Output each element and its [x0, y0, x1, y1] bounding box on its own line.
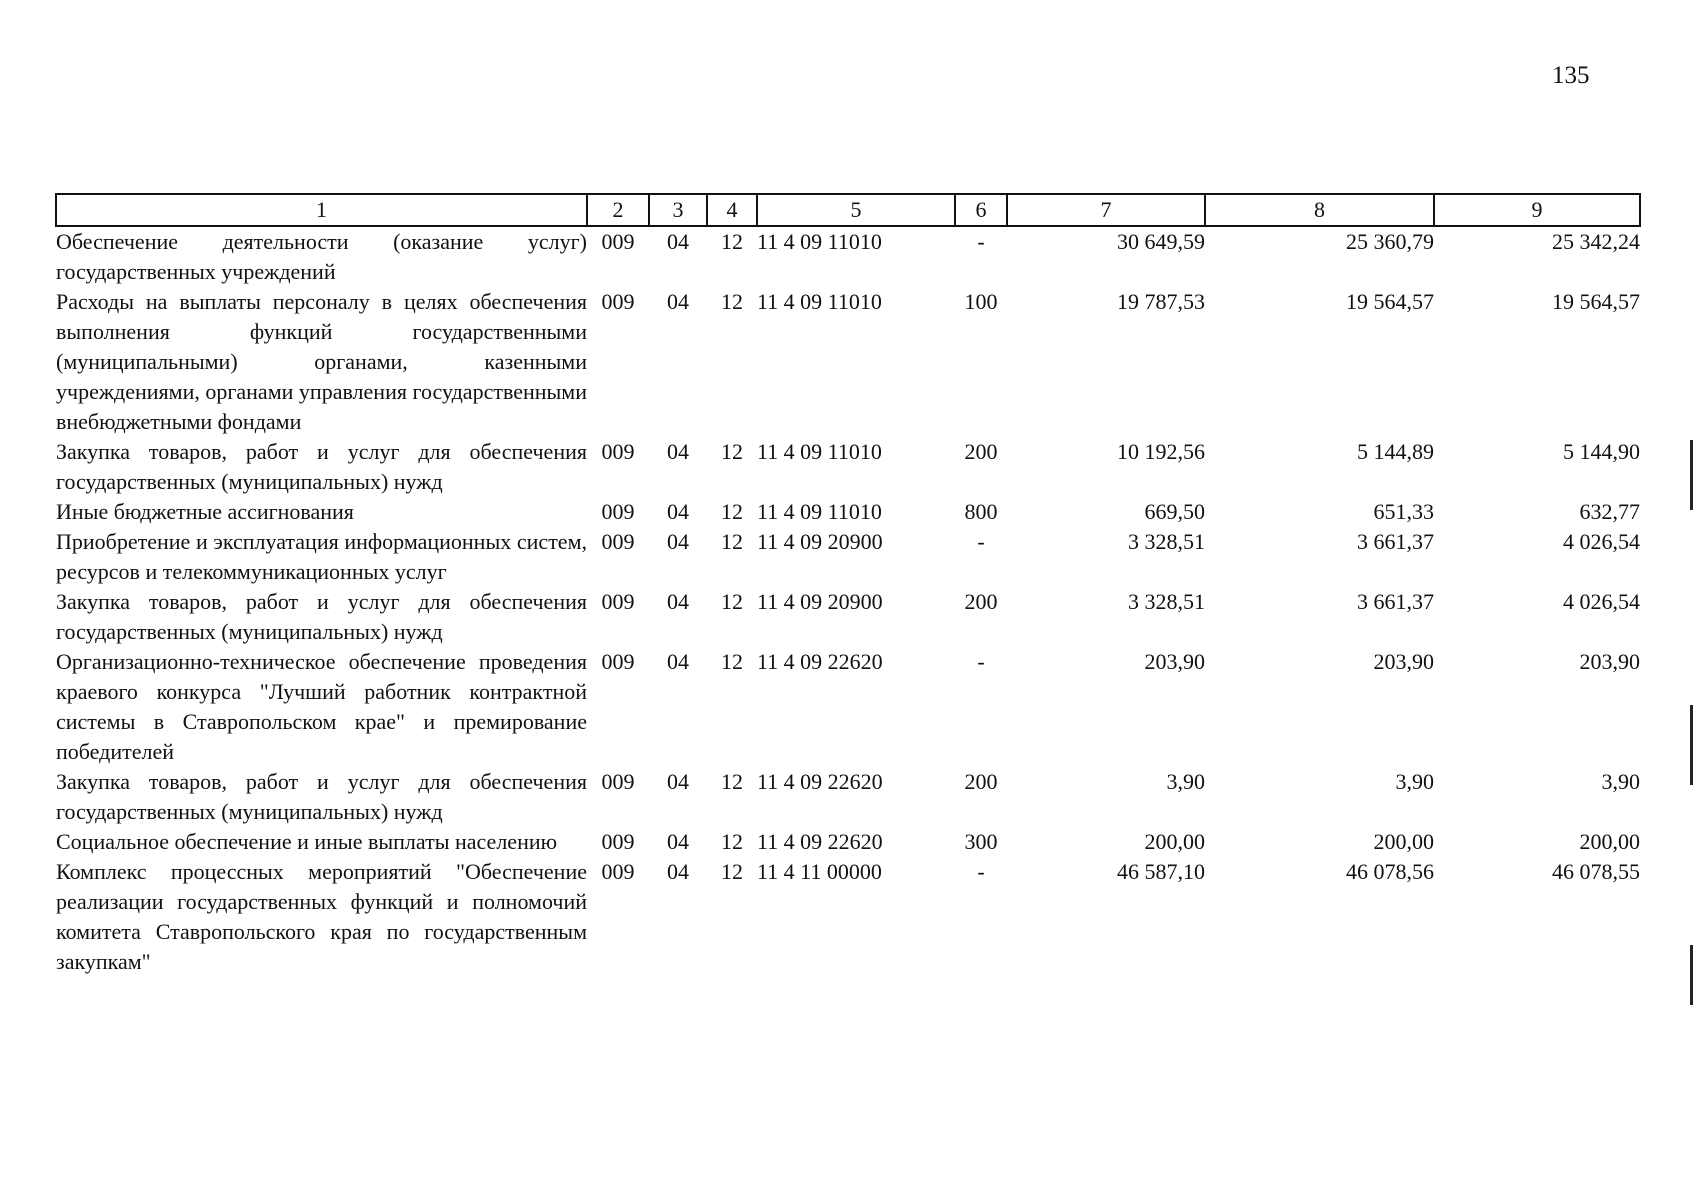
row-target-article: 11 4 09 20900: [757, 529, 883, 554]
table-row: [56, 437, 1640, 497]
table-row: [56, 287, 1640, 437]
row-amount-col9: 4 026,54: [1563, 529, 1640, 554]
row-amount-col9: 200,00: [1579, 829, 1640, 854]
row-target-article: 11 4 09 22620: [757, 769, 883, 794]
row-description: Организационно-техническое обеспечение проведения краевого конкурса "Лучший работник контрактной системы в Ставропольском крае" и премирование победителей: [56, 649, 587, 764]
row-expense-type: -: [977, 529, 985, 554]
row-amount-col9: 3,90: [1601, 769, 1640, 794]
row-amount-col8: 46 078,56: [1346, 859, 1434, 884]
row-amount-col9: 4 026,54: [1563, 589, 1640, 614]
header-row: [56, 194, 1640, 226]
row-subsection-code: 12: [721, 649, 743, 674]
header-col-1: 1: [56, 194, 587, 226]
row-section-code: 04: [667, 439, 689, 464]
table-header: [56, 194, 1640, 226]
row-ministry-code: 009: [601, 289, 635, 314]
row-subsection-code: 12: [721, 529, 743, 554]
row-subsection-code: 12: [721, 859, 743, 884]
row-amount-col7: 10 192,56: [1117, 439, 1205, 464]
row-target-article: 11 4 09 11010: [757, 289, 882, 314]
table-row: [56, 827, 1640, 857]
row-description: Закупка товаров, работ и услуг для обеспечения государственных (муниципальных) нужд: [56, 589, 587, 644]
row-expense-type: -: [977, 649, 985, 674]
row-amount-col7: 200,00: [1144, 829, 1205, 854]
table-body: [56, 226, 1640, 977]
row-expense-type: 200: [964, 589, 998, 614]
row-amount-col7: 3 328,51: [1128, 589, 1205, 614]
row-amount-col8: 5 144,89: [1357, 439, 1434, 464]
row-section-code: 04: [667, 859, 689, 884]
row-amount-col7: 19 787,53: [1117, 289, 1205, 314]
row-description: Обеспечение деятельности (оказание услуг) государственных учреждений: [56, 229, 587, 284]
row-section-code: 04: [667, 829, 689, 854]
table-row: [56, 497, 1640, 527]
row-description: Комплекс процессных мероприятий "Обеспечение реализации государственных функций и полномочий комитета Ставропольского края по государственным закупкам": [56, 859, 587, 974]
row-description: Иные бюджетные ассигнования: [56, 499, 354, 524]
row-ministry-code: 009: [601, 829, 635, 854]
row-amount-col8: 3 661,37: [1357, 529, 1434, 554]
row-target-article: 11 4 09 11010: [757, 499, 882, 524]
row-amount-col7: 3,90: [1166, 769, 1205, 794]
row-section-code: 04: [667, 289, 689, 314]
header-col-4: 4: [707, 194, 757, 226]
page-number: 135: [1552, 62, 1590, 89]
row-expense-type: 200: [964, 769, 998, 794]
row-ministry-code: 009: [601, 859, 635, 884]
row-expense-type: 100: [964, 289, 998, 314]
header-col-6: 6: [955, 194, 1007, 226]
header-col-9: 9: [1434, 194, 1640, 226]
row-subsection-code: 12: [721, 229, 743, 254]
row-expense-type: -: [977, 229, 985, 254]
row-amount-col9: 203,90: [1579, 649, 1640, 674]
row-subsection-code: 12: [721, 439, 743, 464]
row-ministry-code: 009: [601, 439, 635, 464]
row-amount-col8: 651,33: [1373, 499, 1434, 524]
row-ministry-code: 009: [601, 769, 635, 794]
row-amount-col9: 19 564,57: [1552, 289, 1640, 314]
row-expense-type: 800: [964, 499, 998, 524]
row-amount-col9: 46 078,55: [1552, 859, 1640, 884]
table-row: [56, 226, 1640, 287]
row-description: Расходы на выплаты персоналу в целях обеспечения выполнения функций государственными (муниципальными) органами, казенными учреждениями, органами управления государственными внебюджетными фондами: [56, 289, 587, 434]
row-description: Социальное обеспечение и иные выплаты населению: [56, 829, 558, 854]
table-row: [56, 767, 1640, 827]
row-description: Приобретение и эксплуатация информационных систем, ресурсов и телекоммуникационных услуг: [56, 529, 587, 584]
scan-edge-mark: [1690, 440, 1693, 510]
row-ministry-code: 009: [601, 229, 635, 254]
row-amount-col9: 632,77: [1579, 499, 1640, 524]
row-section-code: 04: [667, 229, 689, 254]
row-target-article: 11 4 09 11010: [757, 229, 882, 254]
row-target-article: 11 4 09 20900: [757, 589, 883, 614]
budget-table: [55, 193, 1641, 977]
row-amount-col7: 30 649,59: [1117, 229, 1205, 254]
row-section-code: 04: [667, 529, 689, 554]
table-row: [56, 527, 1640, 587]
row-amount-col9: 5 144,90: [1563, 439, 1640, 464]
row-subsection-code: 12: [721, 829, 743, 854]
row-target-article: 11 4 09 11010: [757, 439, 882, 464]
row-subsection-code: 12: [721, 289, 743, 314]
header-col-5: 5: [757, 194, 955, 226]
table-row: [56, 587, 1640, 647]
row-section-code: 04: [667, 499, 689, 524]
row-ministry-code: 009: [601, 649, 635, 674]
row-ministry-code: 009: [601, 589, 635, 614]
row-subsection-code: 12: [721, 769, 743, 794]
row-description: Закупка товаров, работ и услуг для обеспечения государственных (муниципальных) нужд: [56, 769, 587, 824]
row-amount-col8: 203,90: [1373, 649, 1434, 674]
row-target-article: 11 4 09 22620: [757, 829, 883, 854]
row-ministry-code: 009: [601, 499, 635, 524]
row-amount-col8: 25 360,79: [1346, 229, 1434, 254]
scan-edge-mark: [1690, 945, 1693, 1005]
row-section-code: 04: [667, 589, 689, 614]
row-amount-col7: 46 587,10: [1117, 859, 1205, 884]
row-ministry-code: 009: [601, 529, 635, 554]
row-subsection-code: 12: [721, 589, 743, 614]
header-col-8: 8: [1205, 194, 1434, 226]
row-subsection-code: 12: [721, 499, 743, 524]
table-row: [56, 647, 1640, 767]
row-amount-col7: 203,90: [1144, 649, 1205, 674]
row-description: Закупка товаров, работ и услуг для обеспечения государственных (муниципальных) нужд: [56, 439, 587, 494]
row-amount-col8: 3,90: [1395, 769, 1434, 794]
header-col-2: 2: [587, 194, 649, 226]
header-col-7: 7: [1007, 194, 1205, 226]
row-amount-col7: 669,50: [1144, 499, 1205, 524]
row-expense-type: 300: [964, 829, 998, 854]
header-col-3: 3: [649, 194, 707, 226]
row-target-article: 11 4 09 22620: [757, 649, 883, 674]
row-amount-col8: 3 661,37: [1357, 589, 1434, 614]
row-expense-type: 200: [964, 439, 998, 464]
row-section-code: 04: [667, 769, 689, 794]
row-section-code: 04: [667, 649, 689, 674]
row-amount-col7: 3 328,51: [1128, 529, 1205, 554]
row-amount-col8: 200,00: [1373, 829, 1434, 854]
row-expense-type: -: [977, 859, 985, 884]
scan-edge-mark: [1690, 705, 1693, 785]
table-row: [56, 857, 1640, 977]
row-target-article: 11 4 11 00000: [757, 859, 882, 884]
row-amount-col9: 25 342,24: [1552, 229, 1640, 254]
row-amount-col8: 19 564,57: [1346, 289, 1434, 314]
